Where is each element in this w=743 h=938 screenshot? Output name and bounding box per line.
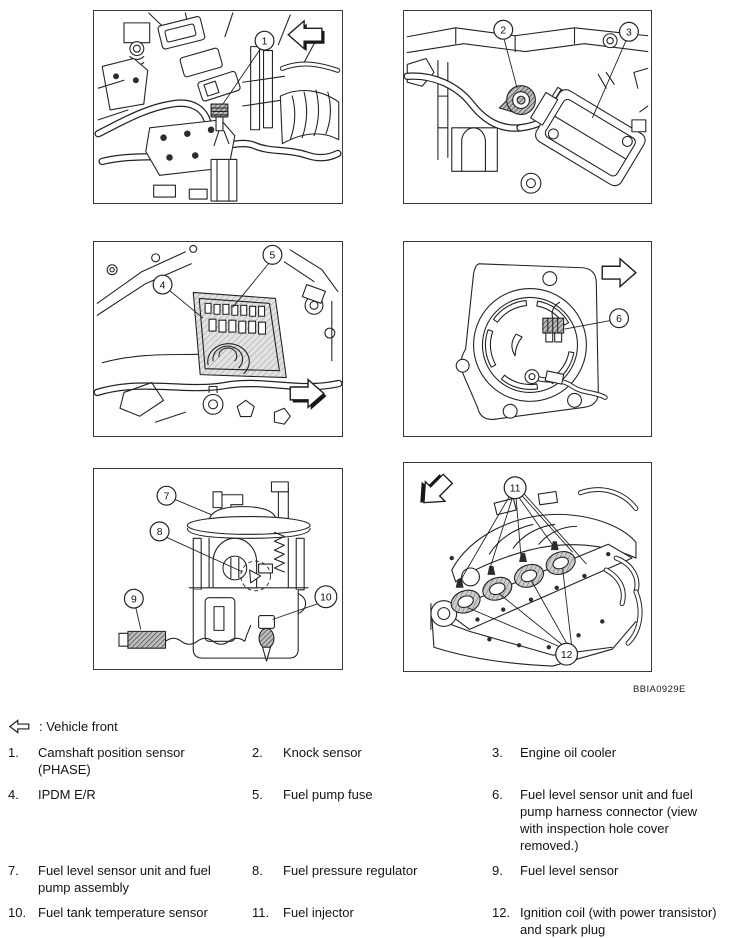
legend-item-number: 8. bbox=[252, 863, 263, 878]
inspection-hole-art bbox=[456, 264, 605, 420]
figure-fuel-pump-connector bbox=[403, 241, 652, 437]
svg-text:8: 8 bbox=[156, 527, 163, 539]
svg-text:4: 4 bbox=[159, 280, 166, 292]
svg-text:6: 6 bbox=[616, 313, 622, 325]
legend-item-number: 6. bbox=[492, 787, 503, 802]
legend-item-text: Fuel pressure regulator bbox=[283, 863, 418, 878]
direction-arrow-left-icon bbox=[288, 21, 324, 51]
legend-item-text: Fuel pump fuse bbox=[283, 787, 373, 802]
parts-legend bbox=[8, 744, 738, 938]
vehicle-front-arrow-icon bbox=[8, 719, 30, 734]
svg-text:1: 1 bbox=[261, 36, 268, 48]
figure-fuel-pump-assembly bbox=[93, 468, 343, 670]
direction-arrow-right-icon bbox=[602, 259, 636, 287]
callout-9 bbox=[124, 589, 143, 629]
svg-text:12: 12 bbox=[560, 649, 573, 661]
direction-arrow-downleft-icon bbox=[411, 467, 458, 514]
figure-ipdm-er bbox=[93, 241, 343, 437]
figure-injectors-ignition-coils bbox=[403, 462, 652, 672]
engine-side-art bbox=[407, 25, 648, 193]
legend-item-text: Fuel level sensor bbox=[520, 863, 619, 878]
callout-2 bbox=[494, 20, 517, 88]
knock-sensor-part bbox=[499, 86, 535, 115]
svg-text:7: 7 bbox=[163, 491, 170, 503]
legend-item-number: 1. bbox=[8, 745, 19, 760]
legend-item-text: Fuel level sensor unit and fuel pump harness connector (view with inspection hole cover removed.) bbox=[520, 787, 698, 853]
vehicle-front-label: : Vehicle front bbox=[39, 719, 118, 734]
legend-item-number: 5. bbox=[252, 787, 263, 802]
fuel-pump-module-art bbox=[119, 482, 310, 661]
legend-item-text: Fuel level sensor unit and fuel pump assembly bbox=[38, 863, 211, 895]
figure-code: BBIA0929E bbox=[633, 684, 686, 695]
vehicle-front-note bbox=[8, 719, 118, 734]
legend-item-number: 3. bbox=[492, 745, 503, 760]
engine-oil-cooler-part bbox=[522, 81, 648, 189]
svg-text:3: 3 bbox=[626, 27, 632, 39]
svg-text:9: 9 bbox=[130, 594, 137, 606]
legend-item-text: Engine oil cooler bbox=[520, 745, 617, 760]
figure-camshaft-position-sensor bbox=[93, 10, 343, 204]
legend-item-number: 10. bbox=[8, 905, 27, 920]
svg-text:11: 11 bbox=[509, 483, 521, 495]
fuel-level-sensor-part bbox=[119, 631, 166, 648]
legend-item-text: Fuel tank temperature sensor bbox=[38, 905, 208, 920]
legend-item-number: 7. bbox=[8, 863, 19, 878]
legend-item-text: IPDM E/R bbox=[38, 787, 96, 802]
svg-text:5: 5 bbox=[269, 250, 276, 262]
ipdm-er-part bbox=[193, 292, 286, 377]
legend-item-text: Ignition coil (with power transistor) and spark plug bbox=[520, 905, 717, 937]
legend-item-text: Fuel injector bbox=[283, 905, 354, 920]
legend-item-number: 2. bbox=[252, 745, 263, 760]
svg-text:10: 10 bbox=[320, 592, 332, 604]
legend-item-text: Knock sensor bbox=[283, 745, 362, 760]
svg-text:2: 2 bbox=[500, 25, 507, 37]
legend-item-number: 4. bbox=[8, 787, 19, 802]
legend-item-number: 12. bbox=[492, 905, 511, 920]
legend-item-number: 9. bbox=[492, 863, 503, 878]
figure-knock-sensor-oil-cooler bbox=[403, 10, 652, 204]
legend-item-number: 11. bbox=[252, 905, 270, 920]
legend-item-text: Camshaft position sensor (PHASE) bbox=[38, 745, 185, 777]
callout-7 bbox=[157, 486, 211, 514]
